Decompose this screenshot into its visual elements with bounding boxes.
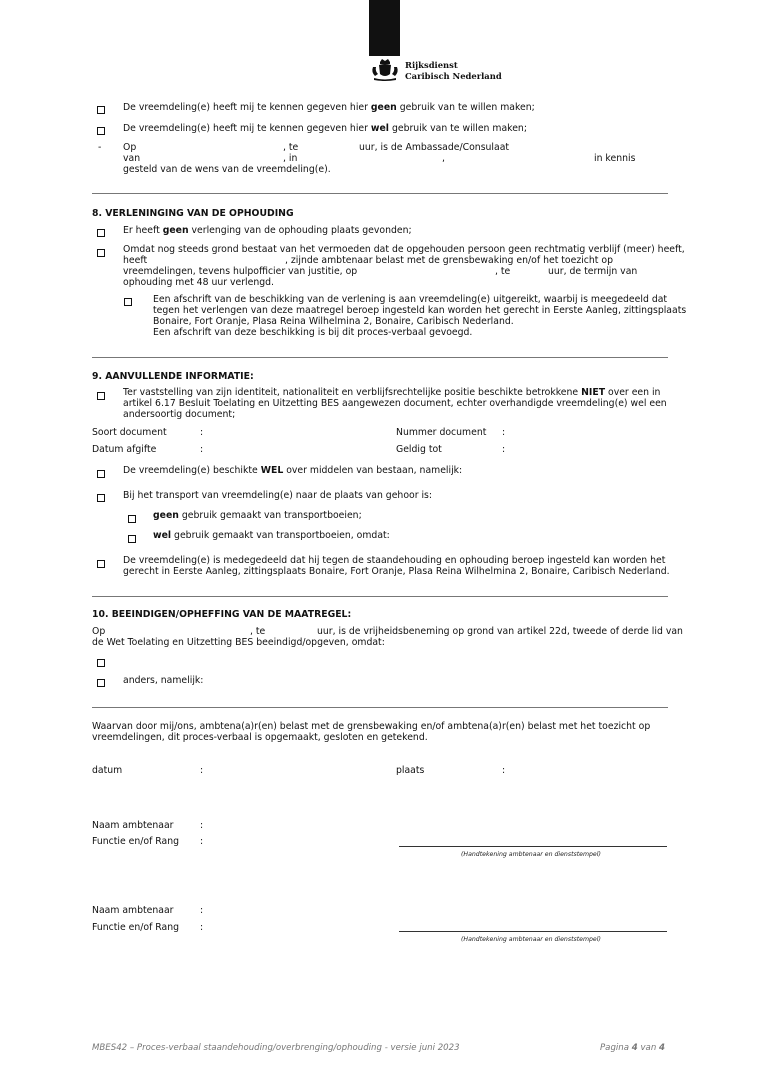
checkbox-wel-transportboeien[interactable] bbox=[128, 535, 136, 543]
section-8-item-2-line-2: , zijnde ambtenaar belast met de grensbewaking en/of het toezicht op bbox=[285, 255, 614, 266]
text-bold: 4 bbox=[631, 1043, 638, 1053]
org-line-2: Caribisch Nederland bbox=[405, 71, 502, 81]
intro-gesteld: gesteld van de wens van de vreemdeling(e). bbox=[123, 164, 331, 175]
section-9-beroep-line-2: gerecht in Eerste Aanleg, zittingsplaats Bonaire, Fort Oranje, Plasa Reina Wilhelmina 2, Bonaire, Caribisch Nederland. bbox=[123, 566, 670, 577]
text-segment: De vreemdeling(e) heeft mij te kennen gegeven hier bbox=[123, 123, 371, 134]
section-9-transport: Bij het transport van vreemdeling(e) naar de plaats van gehoor is: bbox=[123, 490, 433, 501]
signature-caption-2: (Handtekening ambtenaar en dienststempel) bbox=[461, 936, 601, 943]
section-9-middelen bbox=[123, 465, 462, 476]
checkbox-geen-transportboeien[interactable] bbox=[128, 515, 136, 523]
checkbox-afschrift[interactable] bbox=[124, 298, 132, 306]
section-9-id-line-1 bbox=[123, 387, 660, 398]
text-segment: Er heeft bbox=[123, 225, 163, 236]
text-segment: verlenging van de ophouding plaats gevonden; bbox=[188, 225, 412, 236]
colon: : bbox=[200, 444, 204, 455]
org-line-1: Rijksdienst bbox=[405, 60, 458, 70]
section-9-id-line-2: artikel 6.17 Besluit Toelating en Uitzetting BES aangewezen document, echter overhandigde vreemdeling(e) wel een bbox=[123, 398, 667, 409]
text-bold: geen bbox=[162, 225, 189, 236]
footer-page-number bbox=[600, 1043, 665, 1053]
checkbox-beroep[interactable] bbox=[97, 560, 105, 568]
intro-in-kennis: in kennis bbox=[594, 153, 636, 164]
text-segment: gebruik van te willen maken; bbox=[396, 102, 535, 113]
intro-te: , te bbox=[283, 142, 299, 153]
text-bold: 4 bbox=[659, 1043, 665, 1053]
section-8-item-2-line-3: vreemdelingen, tevens hulpofficier van justitie, op bbox=[123, 266, 358, 277]
checkbox-geen-verlenging[interactable] bbox=[97, 229, 105, 237]
crowned-lion-coat-of-arms-icon bbox=[369, 56, 401, 82]
label-naam-ambtenaar-1: Naam ambtenaar bbox=[92, 820, 174, 831]
colon: : bbox=[200, 836, 204, 847]
checkbox-middelen[interactable] bbox=[97, 470, 105, 478]
logo-bar bbox=[369, 0, 400, 61]
section-8-item-2-uur: uur, de termijn van bbox=[548, 266, 638, 277]
colon: : bbox=[502, 765, 506, 776]
text-segment: gebruik gemaakt van transportboeien; bbox=[178, 510, 362, 521]
intro-dash: - bbox=[98, 142, 102, 153]
divider bbox=[92, 707, 668, 708]
text-segment: van bbox=[640, 1043, 657, 1053]
label-datum: datum bbox=[92, 765, 123, 776]
intro-uur: uur, is de Ambassade/Consulaat bbox=[359, 142, 510, 153]
section-8-item-1 bbox=[123, 225, 412, 236]
text-bold: geen bbox=[370, 102, 397, 113]
closing-line-1: Waarvan door mij/ons, ambtena(a)r(en) belast met de grensbewaking en/of ambtena(a)r(en) belast met het toezicht op bbox=[92, 721, 651, 732]
colon: : bbox=[200, 765, 204, 776]
checkbox-transport[interactable] bbox=[97, 494, 105, 502]
intro-geen-text bbox=[123, 102, 535, 113]
section-9-title: 9. AANVULLENDE INFORMATIE: bbox=[92, 371, 254, 382]
label-geldig-tot: Geldig tot bbox=[396, 444, 442, 455]
section-9-geen-boeien bbox=[153, 510, 362, 521]
checkbox-wel-gebruik[interactable] bbox=[97, 127, 105, 135]
section-10-te: , te bbox=[250, 626, 266, 637]
colon: : bbox=[502, 444, 506, 455]
text-segment: gebruik gemaakt van transportboeien, omdat: bbox=[171, 530, 390, 541]
section-8-item-2-heeft: heeft bbox=[123, 255, 148, 266]
label-nummer-document: Nummer document bbox=[396, 427, 487, 438]
closing-line-2: vreemdelingen, dit proces-verbaal is opgemaakt, gesloten en getekend. bbox=[92, 732, 428, 743]
divider bbox=[92, 357, 668, 358]
text-segment: gebruik van te willen maken; bbox=[389, 123, 527, 134]
colon: : bbox=[200, 905, 204, 916]
text-bold: geen bbox=[153, 510, 179, 521]
section-8-sub-line-4: Een afschrift van deze beschikking is bij dit proces-verbaal gevoegd. bbox=[153, 327, 473, 338]
label-naam-ambtenaar-2: Naam ambtenaar bbox=[92, 905, 174, 916]
section-10-anders: anders, namelijk: bbox=[123, 675, 204, 686]
checkbox-geen-gebruik[interactable] bbox=[97, 106, 105, 114]
colon: : bbox=[200, 922, 204, 933]
label-plaats: plaats bbox=[396, 765, 425, 776]
text-bold: wel bbox=[153, 530, 172, 541]
section-10-op: Op bbox=[92, 626, 106, 637]
signature-caption-1: (Handtekening ambtenaar en dienststempel) bbox=[461, 851, 601, 858]
intro-comma: , bbox=[442, 153, 445, 164]
section-8-sub-line-3: Bonaire, Fort Oranje, Plasa Reina Wilhelmina 2, Bonaire, Caribisch Nederland. bbox=[153, 316, 514, 327]
intro-van: van bbox=[123, 153, 141, 164]
label-soort-document: Soort document bbox=[92, 427, 167, 438]
section-9-wel-boeien bbox=[153, 530, 390, 541]
colon: : bbox=[200, 820, 204, 831]
section-10-title: 10. BEEINDIGEN/OPHEFFING VAN DE MAATREGEL: bbox=[92, 609, 352, 620]
checkbox-verlenging[interactable] bbox=[97, 249, 105, 257]
text-segment: over middelen van bestaan, namelijk: bbox=[283, 465, 463, 476]
intro-op: Op bbox=[123, 142, 137, 153]
intro-in: , in bbox=[283, 153, 298, 164]
section-10-line-2: de Wet Toelating en Uitzetting BES beeindigd/opgeven, omdat: bbox=[92, 637, 385, 648]
section-8-item-2-line-4: ophouding met 48 uur verlengd. bbox=[123, 277, 275, 288]
section-9-beroep-line-1: De vreemdeling(e) is medegedeeld dat hij tegen de staandehouding en ophouding beroep ingesteld kan worden het bbox=[123, 555, 666, 566]
checkbox-id-niet[interactable] bbox=[97, 392, 105, 400]
text-segment: De vreemdeling(e) heeft mij te kennen gegeven hier bbox=[123, 102, 371, 113]
text-segment: over een in bbox=[605, 387, 661, 398]
colon: : bbox=[502, 427, 506, 438]
intro-wel-text bbox=[123, 123, 527, 134]
section-10-line-1: uur, is de vrijheidsbeneming op grond van artikel 22d, tweede of derde lid van bbox=[317, 626, 683, 637]
footer-document-id: MBES42 – Proces-verbaal staandehouding/overbrenging/ophouding - versie juni 2023 bbox=[92, 1043, 460, 1053]
signature-line-2[interactable] bbox=[399, 931, 667, 932]
checkbox-anders[interactable] bbox=[97, 679, 105, 687]
org-name bbox=[405, 60, 502, 82]
section-8-sub-line-1: Een afschrift van de beschikking van de verlening is aan vreemdeling(e) uitgereikt, waarbij is meegedeeld dat bbox=[153, 294, 668, 305]
text-segment: Pagina bbox=[600, 1043, 630, 1053]
label-datum-afgifte: Datum afgifte bbox=[92, 444, 157, 455]
label-functie-rang-2: Functie en/of Rang bbox=[92, 922, 180, 933]
text-segment: De vreemdeling(e) beschikte bbox=[123, 465, 261, 476]
colon: : bbox=[200, 427, 204, 438]
signature-line-1[interactable] bbox=[399, 846, 667, 847]
text-segment: Ter vaststelling van zijn identiteit, nationaliteit en verblijfsrechtelijke positie beschikte betrokkene bbox=[123, 387, 582, 398]
text-bold: wel bbox=[370, 123, 389, 134]
section-9-id-line-3: andersoortig document; bbox=[123, 409, 236, 420]
label-functie-rang-1: Functie en/of Rang bbox=[92, 836, 180, 847]
section-8-item-2-te: , te bbox=[495, 266, 511, 277]
text-bold: WEL bbox=[260, 465, 284, 476]
section-8-item-2-line-1: Omdat nog steeds grond bestaat van het vermoeden dat de opgehouden persoon geen rechtmatig verblijf (meer) heeft, bbox=[123, 244, 685, 255]
section-8-sub-line-2: tegen het verlengen van deze maatregel beroep ingesteld kan worden het gerecht in Eerste Aanleg, zittingsplaats bbox=[153, 305, 687, 316]
section-8-title: 8. VERLENINGING VAN DE OPHOUDING bbox=[92, 208, 294, 219]
checkbox-reden-1[interactable] bbox=[97, 659, 105, 667]
text-bold: NIET bbox=[581, 387, 606, 398]
divider bbox=[92, 596, 668, 597]
divider bbox=[92, 193, 668, 194]
